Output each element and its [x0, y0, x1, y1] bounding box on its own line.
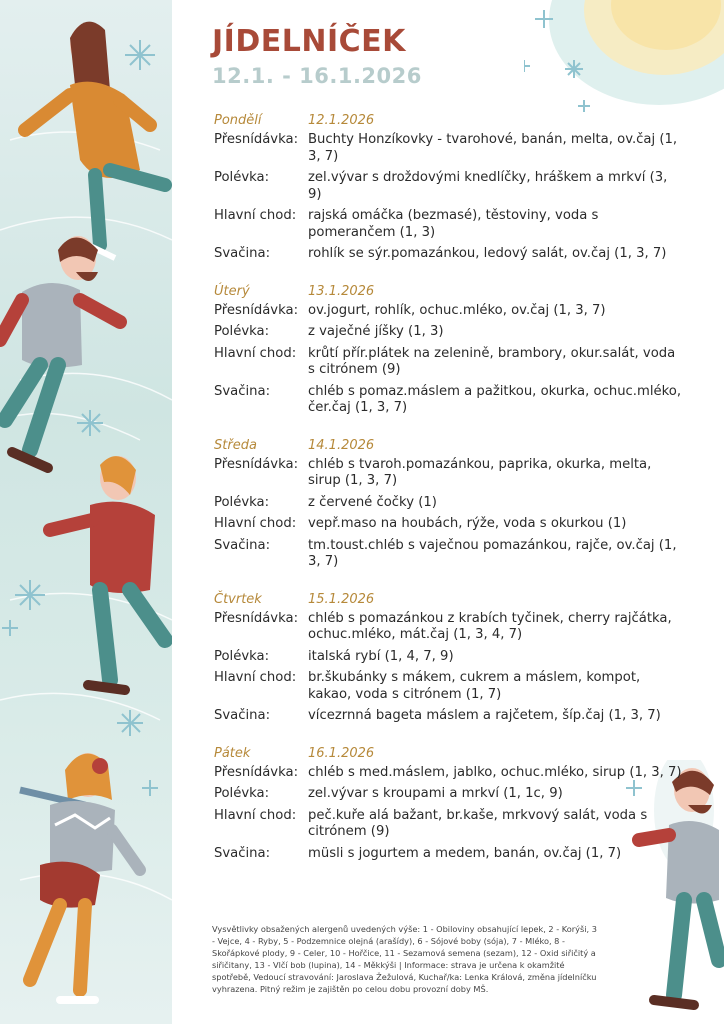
meal-row-soup — [214, 170, 684, 203]
day-name: Úterý — [214, 283, 250, 299]
meal-row-snack-am — [214, 611, 684, 644]
meal-value: z vaječné jíšky (1, 3) — [308, 324, 444, 339]
meal-label: Svačina: — [214, 246, 271, 261]
meal-value: italská rybí (1, 4, 7, 9) — [308, 648, 454, 664]
meal-row-snack-pm — [214, 846, 684, 863]
meal-label: Přesnídávka: — [214, 132, 299, 147]
meal-row-snack-am — [214, 132, 684, 165]
meal-row-soup — [214, 786, 684, 803]
meal-value: zel.vývar s droždovými knedlíčky, hráškem a mrkví (3, 9) — [308, 170, 668, 202]
meal-row-soup — [214, 495, 684, 512]
meal-value: krůtí přír.plátek na zelenině, brambory, okur.salát, voda s citrónem (9) — [308, 345, 676, 377]
meal-row-snack-am — [214, 457, 684, 490]
meal-row-soup — [214, 649, 684, 666]
meal-value: rajská omáčka (bezmasé), těstoviny, voda s pomerančem (1, 3) — [308, 208, 599, 240]
meal-row-snack-pm — [214, 246, 684, 263]
meal-value: vícezrnná bageta máslem a rajčetem, šíp.čaj (1, 3, 7) — [308, 708, 661, 723]
day-name: Čtvrtek — [214, 591, 262, 607]
day-date: 15.1.2026 — [308, 591, 375, 607]
meal-value: vepř.maso na houbách, rýže, voda s okurkou (1) — [308, 516, 627, 531]
meal-label: Hlavní chod: — [214, 516, 297, 531]
meal-value: chléb s pomaz.máslem a pažitkou, okurka, ochuc.mléko, čer.čaj (1, 3, 7) — [308, 383, 682, 415]
meal-label: Přesnídávka: — [214, 456, 299, 472]
meal-value: tm.toust.chléb s vaječnou pomazánkou, rajče, ov.čaj (1, 3, 7) — [308, 537, 677, 569]
meal-row-snack-pm — [214, 384, 684, 417]
meal-value: zel.vývar s kroupami a mrkví (1, 1c, 9) — [308, 786, 563, 801]
meal-value: peč.kuře alá bažant, br.kaše, mrkvový salát, voda s citrónem (9) — [308, 807, 648, 839]
meal-row-main — [214, 670, 684, 703]
meal-row-main — [214, 346, 684, 379]
meal-value: Buchty Honzíkovky - tvarohové, banán, melta, ov.čaj (1, 3, 7) — [308, 132, 678, 164]
meal-label: Polévka: — [214, 494, 270, 510]
meal-value: müsli s jogurtem a medem, banán, ov.čaj (1, 7) — [308, 845, 622, 861]
meal-label: Přesnídávka: — [214, 764, 299, 780]
day-name: Pátek — [214, 745, 251, 761]
meal-label: Polévka: — [214, 786, 270, 801]
meal-row-main — [214, 808, 684, 841]
day-date: 13.1.2026 — [308, 283, 375, 299]
meal-label: Přesnídávka: — [214, 610, 299, 626]
meal-row-snack-am — [214, 303, 684, 320]
meal-label: Hlavní chod: — [214, 208, 297, 223]
meal-label: Polévka: — [214, 324, 270, 339]
skater-red-jacket — [50, 456, 165, 690]
meal-value: br.škubánky s mákem, cukrem a máslem, kompot, kakao, voda s citrónem (1, 7) — [308, 670, 641, 702]
day-date: 14.1.2026 — [308, 437, 375, 453]
day-date: 12.1.2026 — [308, 113, 375, 128]
meal-label: Hlavní chod: — [214, 807, 297, 823]
day-date: 16.1.2026 — [308, 745, 375, 761]
meal-row-snack-am — [214, 765, 684, 782]
meal-row-main — [214, 208, 684, 241]
meal-label: Svačina: — [214, 845, 271, 861]
meal-value: chléb s tvaroh.pomazánkou, paprika, okurka, melta, sirup (1, 3, 7) — [308, 456, 652, 488]
meal-value: ov.jogurt, rohlík, ochuc.mléko, ov.čaj (1, 3, 7) — [308, 302, 606, 318]
skater-grey-vest — [0, 236, 120, 468]
meal-label: Polévka: — [214, 170, 270, 185]
meal-row-main — [214, 516, 684, 533]
meal-label: Svačina: — [214, 537, 271, 553]
skater-orange-coat — [25, 22, 165, 258]
meal-row-snack-pm — [214, 538, 684, 571]
weekly-menu — [214, 106, 684, 876]
left-illustration-panel — [0, 0, 172, 1024]
meal-label: Hlavní chod: — [214, 345, 297, 361]
meal-value: chléb s med.máslem, jablko, ochuc.mléko, sirup (1, 3, 7) — [308, 764, 682, 780]
day-name: Pondělí — [214, 113, 262, 128]
day-tuesday — [214, 277, 684, 417]
meal-value: chléb s pomazánkou z krabích tyčinek, cherry rajčátka, ochuc.mléko, mát.čaj (1, 3, 4, 7) — [308, 610, 672, 642]
day-friday — [214, 739, 684, 863]
meal-label: Svačina: — [214, 383, 271, 399]
allergen-footnote: Vysvětlivky obsažených alergenů uvedených výše: 1 - Obiloviny obsahující lepek, 2 - Korýši, 3 - Vejce, 4 - Ryby, 5 - Podzemnice olejná (arašídy), 6 - Sójové boby (sója), 7 - Mléko, 8 - Skořápkové plody, 9 - Celer, 10 - Hořčice, 11 - Sezamová semena (sezam), 12 - Oxid siřičitý a siřičitany, 13 - Vlčí bob (lupina), 14 - Měkkýši | Informace: strava je určena k okamžité spotřebě, Vedoucí stravování: Jaroslava Žežulová, Kuchař/ka: Lenka Králová, změna jídelníčku vyhrazena. Pitný režim je zajištěn po celou dobu provozní doby MŠ. — [212, 924, 597, 994]
meal-row-soup — [214, 324, 684, 341]
ice-skaters-illustration — [0, 0, 172, 1024]
page-title: JÍDELNÍČEK — [212, 24, 406, 59]
day-monday — [214, 106, 684, 263]
day-thursday — [214, 585, 684, 725]
date-range: 12.1. - 16.1.2026 — [212, 64, 422, 88]
meal-row-snack-pm — [214, 708, 684, 725]
meal-label: Svačina: — [214, 708, 271, 723]
day-wednesday — [214, 431, 684, 571]
meal-label: Přesnídávka: — [214, 302, 299, 318]
meal-label: Hlavní chod: — [214, 670, 297, 685]
day-name: Středa — [214, 437, 257, 453]
meal-value: z červené čočky (1) — [308, 494, 437, 510]
meal-value: rohlík se sýr.pomazánkou, ledový salát, ov.čaj (1, 3, 7) — [308, 246, 667, 261]
meal-label: Polévka: — [214, 648, 270, 664]
